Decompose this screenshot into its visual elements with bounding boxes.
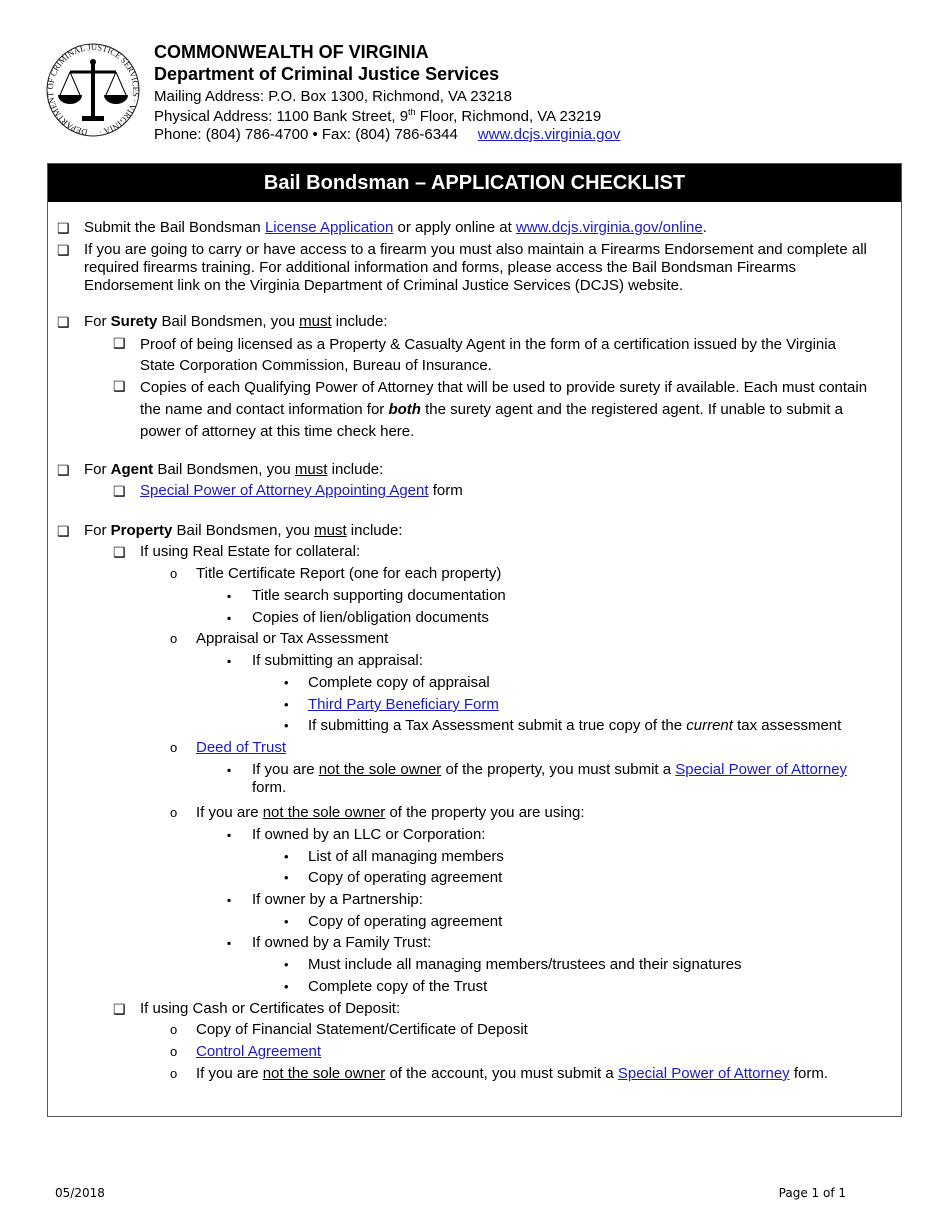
item-text: If you are <box>196 804 263 821</box>
bullet-icon: • <box>284 957 289 972</box>
page-number: Page 1 of 1 <box>778 1186 846 1200</box>
circle-bullet-icon: o <box>170 1044 178 1059</box>
item-text: Complete copy of the Trust <box>308 978 488 995</box>
svg-text:DEPARTMENT OF CRIMINAL JUSTICE: DEPARTMENT OF CRIMINAL JUSTICE SERVICES · VIRGINIA · <box>44 41 142 138</box>
item-text: Must include all managing members/trustees and their signatures <box>308 956 742 973</box>
item-text: Surety <box>110 313 158 330</box>
org-name: COMMONWEALTH OF VIRGINIA <box>154 42 429 62</box>
item-text: must <box>294 461 328 478</box>
item-text: . <box>702 219 707 236</box>
item-text: For <box>84 522 111 539</box>
item-text: If you are going to carry or have access to a firearm you must also maintain a Firearms Endorsement and complete all required firearms training. For additional information and forms, please access the Bail Bondsman Firearms Endorsement link on the Virginia Department of Criminal Justice Services (DCJS) website. <box>84 241 867 294</box>
form-link[interactable]: Deed of Trust <box>196 739 287 756</box>
item-text: If you are <box>252 761 319 778</box>
checklist-item <box>252 587 875 605</box>
checkbox-icon[interactable]: ❑ <box>113 335 126 351</box>
checklist-item <box>196 1043 875 1061</box>
checklist-item <box>308 978 875 996</box>
checkbox-icon[interactable]: ❑ <box>57 220 70 236</box>
item-text: Complete copy of appraisal <box>308 674 490 691</box>
square-bullet-icon: ▪ <box>227 611 232 625</box>
item-text: form. <box>252 779 287 796</box>
checklist-item <box>84 241 876 295</box>
item-text: Copies of each Qualifying Power of Attorney that will be used to provide surety if available. Each must contain the name and contact information for <box>140 379 868 418</box>
item-text: tax assessment <box>732 717 842 734</box>
item-text: form <box>428 482 463 499</box>
item-text: not the sole owner <box>262 804 386 821</box>
checklist-item <box>252 891 875 909</box>
item-text: Proof of being licensed as a Property & Casualty Agent in the form of a certification issued by the Virginia State Corporation Commission, Bureau of Insurance. <box>140 336 836 374</box>
square-bullet-icon: ▪ <box>227 763 232 777</box>
square-bullet-icon: ▪ <box>227 936 232 950</box>
bullet-icon: • <box>284 870 289 885</box>
item-text: include: <box>346 522 403 539</box>
item-text: Bail Bondsmen, you <box>157 313 300 330</box>
item-text: Copy of Financial Statement/Certificate of Deposit <box>196 1021 528 1038</box>
checklist-item <box>196 630 875 648</box>
checklist-item <box>252 652 875 670</box>
item-text: current <box>686 717 733 734</box>
item-text: Appraisal or Tax Assessment <box>196 630 389 647</box>
form-link[interactable]: Special Power of Attorney <box>617 1065 790 1082</box>
checklist-item <box>308 674 875 692</box>
item-text: must <box>314 522 347 539</box>
circle-bullet-icon: o <box>170 1066 178 1081</box>
form-link[interactable]: www.dcjs.virginia.gov/online <box>515 219 703 236</box>
bullet-icon: • <box>284 697 289 712</box>
bullet-icon: • <box>284 914 289 929</box>
square-bullet-icon: ▪ <box>227 589 232 603</box>
checklist-item <box>252 761 875 797</box>
item-text: Bail Bondsmen, you <box>153 461 295 478</box>
checklist-item <box>308 913 875 931</box>
item-text: Title Certificate Report (one for each property) <box>196 565 502 582</box>
item-text: If you are <box>196 1065 263 1082</box>
circle-bullet-icon: o <box>170 740 178 755</box>
checklist-item <box>308 956 875 974</box>
bullet-icon: • <box>284 849 289 864</box>
checklist-item <box>140 377 875 443</box>
item-text: Bail Bondsmen, you <box>172 522 315 539</box>
checklist-item <box>196 804 875 822</box>
checkbox-icon[interactable]: ❑ <box>113 1001 126 1017</box>
form-link[interactable]: Third Party Beneficiary Form <box>308 696 499 713</box>
checkbox-icon[interactable]: ❑ <box>57 462 70 478</box>
item-text: Copies of lien/obligation documents <box>252 609 489 626</box>
physical-address-text: Physical Address: 1100 Bank Street, 9 <box>154 108 409 125</box>
item-text: Title search supporting documentation <box>252 587 506 604</box>
checklist-item <box>252 934 875 952</box>
checklist-item <box>140 482 875 500</box>
checklist-item <box>84 522 875 540</box>
item-text: If owned by an LLC or Corporation: <box>252 826 486 843</box>
item-text: Submit the Bail Bondsman <box>84 219 265 236</box>
checklist-item <box>84 219 875 237</box>
item-text: If using Real Estate for collateral: <box>140 543 361 560</box>
checklist-item <box>196 1065 875 1083</box>
form-link[interactable]: License Application <box>264 219 394 236</box>
circle-bullet-icon: o <box>170 1022 178 1037</box>
checklist-item <box>196 565 875 583</box>
form-link[interactable]: Control Agreement <box>196 1043 322 1060</box>
item-text: of the property you are using: <box>385 804 585 821</box>
item-text: not the sole owner <box>318 761 442 778</box>
checkbox-icon[interactable]: ❑ <box>57 314 70 330</box>
item-text: both <box>388 401 421 418</box>
website-link[interactable]: www.dcjs.virginia.gov <box>477 126 621 143</box>
checklist-item <box>308 696 875 714</box>
bullet-icon: • <box>284 718 289 733</box>
contact-line <box>154 126 620 143</box>
mailing-address: Mailing Address: P.O. Box 1300, Richmond, VA 23218 <box>154 88 512 105</box>
phone-fax: Phone: (804) 786-4700 • Fax: (804) 786-6344 <box>154 126 458 143</box>
item-text: Property <box>110 522 173 539</box>
checkbox-icon[interactable]: ❑ <box>57 523 70 539</box>
square-bullet-icon: ▪ <box>227 654 232 668</box>
checklist-item <box>196 739 875 757</box>
item-text: If owned by a Family Trust: <box>252 934 432 951</box>
checkbox-icon[interactable]: ❑ <box>113 544 126 560</box>
form-link[interactable]: Special Power of Attorney <box>675 761 848 778</box>
item-text: include: <box>327 461 384 478</box>
circle-bullet-icon: o <box>170 566 178 581</box>
bullet-icon: • <box>284 979 289 994</box>
item-text: Copy of operating agreement <box>308 869 503 886</box>
checkbox-icon[interactable]: ❑ <box>113 483 126 499</box>
item-text: If submitting a Tax Assessment submit a true copy of the <box>308 717 687 734</box>
item-text: If owner by a Partnership: <box>252 891 423 908</box>
physical-address <box>154 107 601 125</box>
item-text: or apply online at <box>393 219 516 236</box>
checklist-item <box>252 609 875 627</box>
physical-address-rest: Floor, Richmond, VA 23219 <box>415 108 602 125</box>
item-text: Copy of operating agreement <box>308 913 503 930</box>
checklist-item <box>252 826 875 844</box>
checkbox-icon[interactable]: ❑ <box>57 242 70 258</box>
bullet-icon: • <box>284 675 289 690</box>
item-text: form. <box>789 1065 829 1082</box>
checklist-item <box>84 461 875 479</box>
checklist-item <box>308 869 875 887</box>
circle-bullet-icon: o <box>170 805 178 820</box>
item-text: not the sole owner <box>262 1065 386 1082</box>
dcjs-seal-logo <box>44 40 142 144</box>
form-link[interactable]: Special Power of Attorney Appointing Agent <box>140 482 429 499</box>
item-text: For <box>84 461 111 478</box>
department-name: Department of Criminal Justice Services <box>154 64 500 84</box>
checklist-item <box>140 1000 875 1018</box>
item-text: For <box>84 313 111 330</box>
item-text: include: <box>331 313 388 330</box>
item-text: If using Cash or Certificates of Deposit: <box>140 1000 401 1017</box>
item-text: the surety agent and the registered agent. If unable to submit a power of attorney at this time check here. <box>140 401 843 440</box>
checklist-item <box>308 717 875 735</box>
item-text: If submitting an appraisal: <box>252 652 423 669</box>
checklist-item <box>308 848 875 866</box>
revision-date: 05/2018 <box>55 1186 105 1200</box>
square-bullet-icon: ▪ <box>227 893 232 907</box>
item-text: of the account, you must submit a <box>385 1065 618 1082</box>
ordinal-suffix: th <box>408 107 416 117</box>
checklist-item <box>140 334 875 376</box>
item-text: List of all managing members <box>308 848 504 865</box>
square-bullet-icon: ▪ <box>227 828 232 842</box>
item-text: must <box>299 313 332 330</box>
item-text: Agent <box>110 461 154 478</box>
checklist-item <box>140 543 875 561</box>
item-text: of the property, you must submit a <box>441 761 676 778</box>
checklist-item <box>84 313 875 331</box>
checklist-item <box>196 1021 875 1039</box>
checkbox-icon[interactable]: ❑ <box>113 378 126 394</box>
circle-bullet-icon: o <box>170 631 178 646</box>
checklist-title: Bail Bondsman – APPLICATION CHECKLIST <box>48 164 901 202</box>
